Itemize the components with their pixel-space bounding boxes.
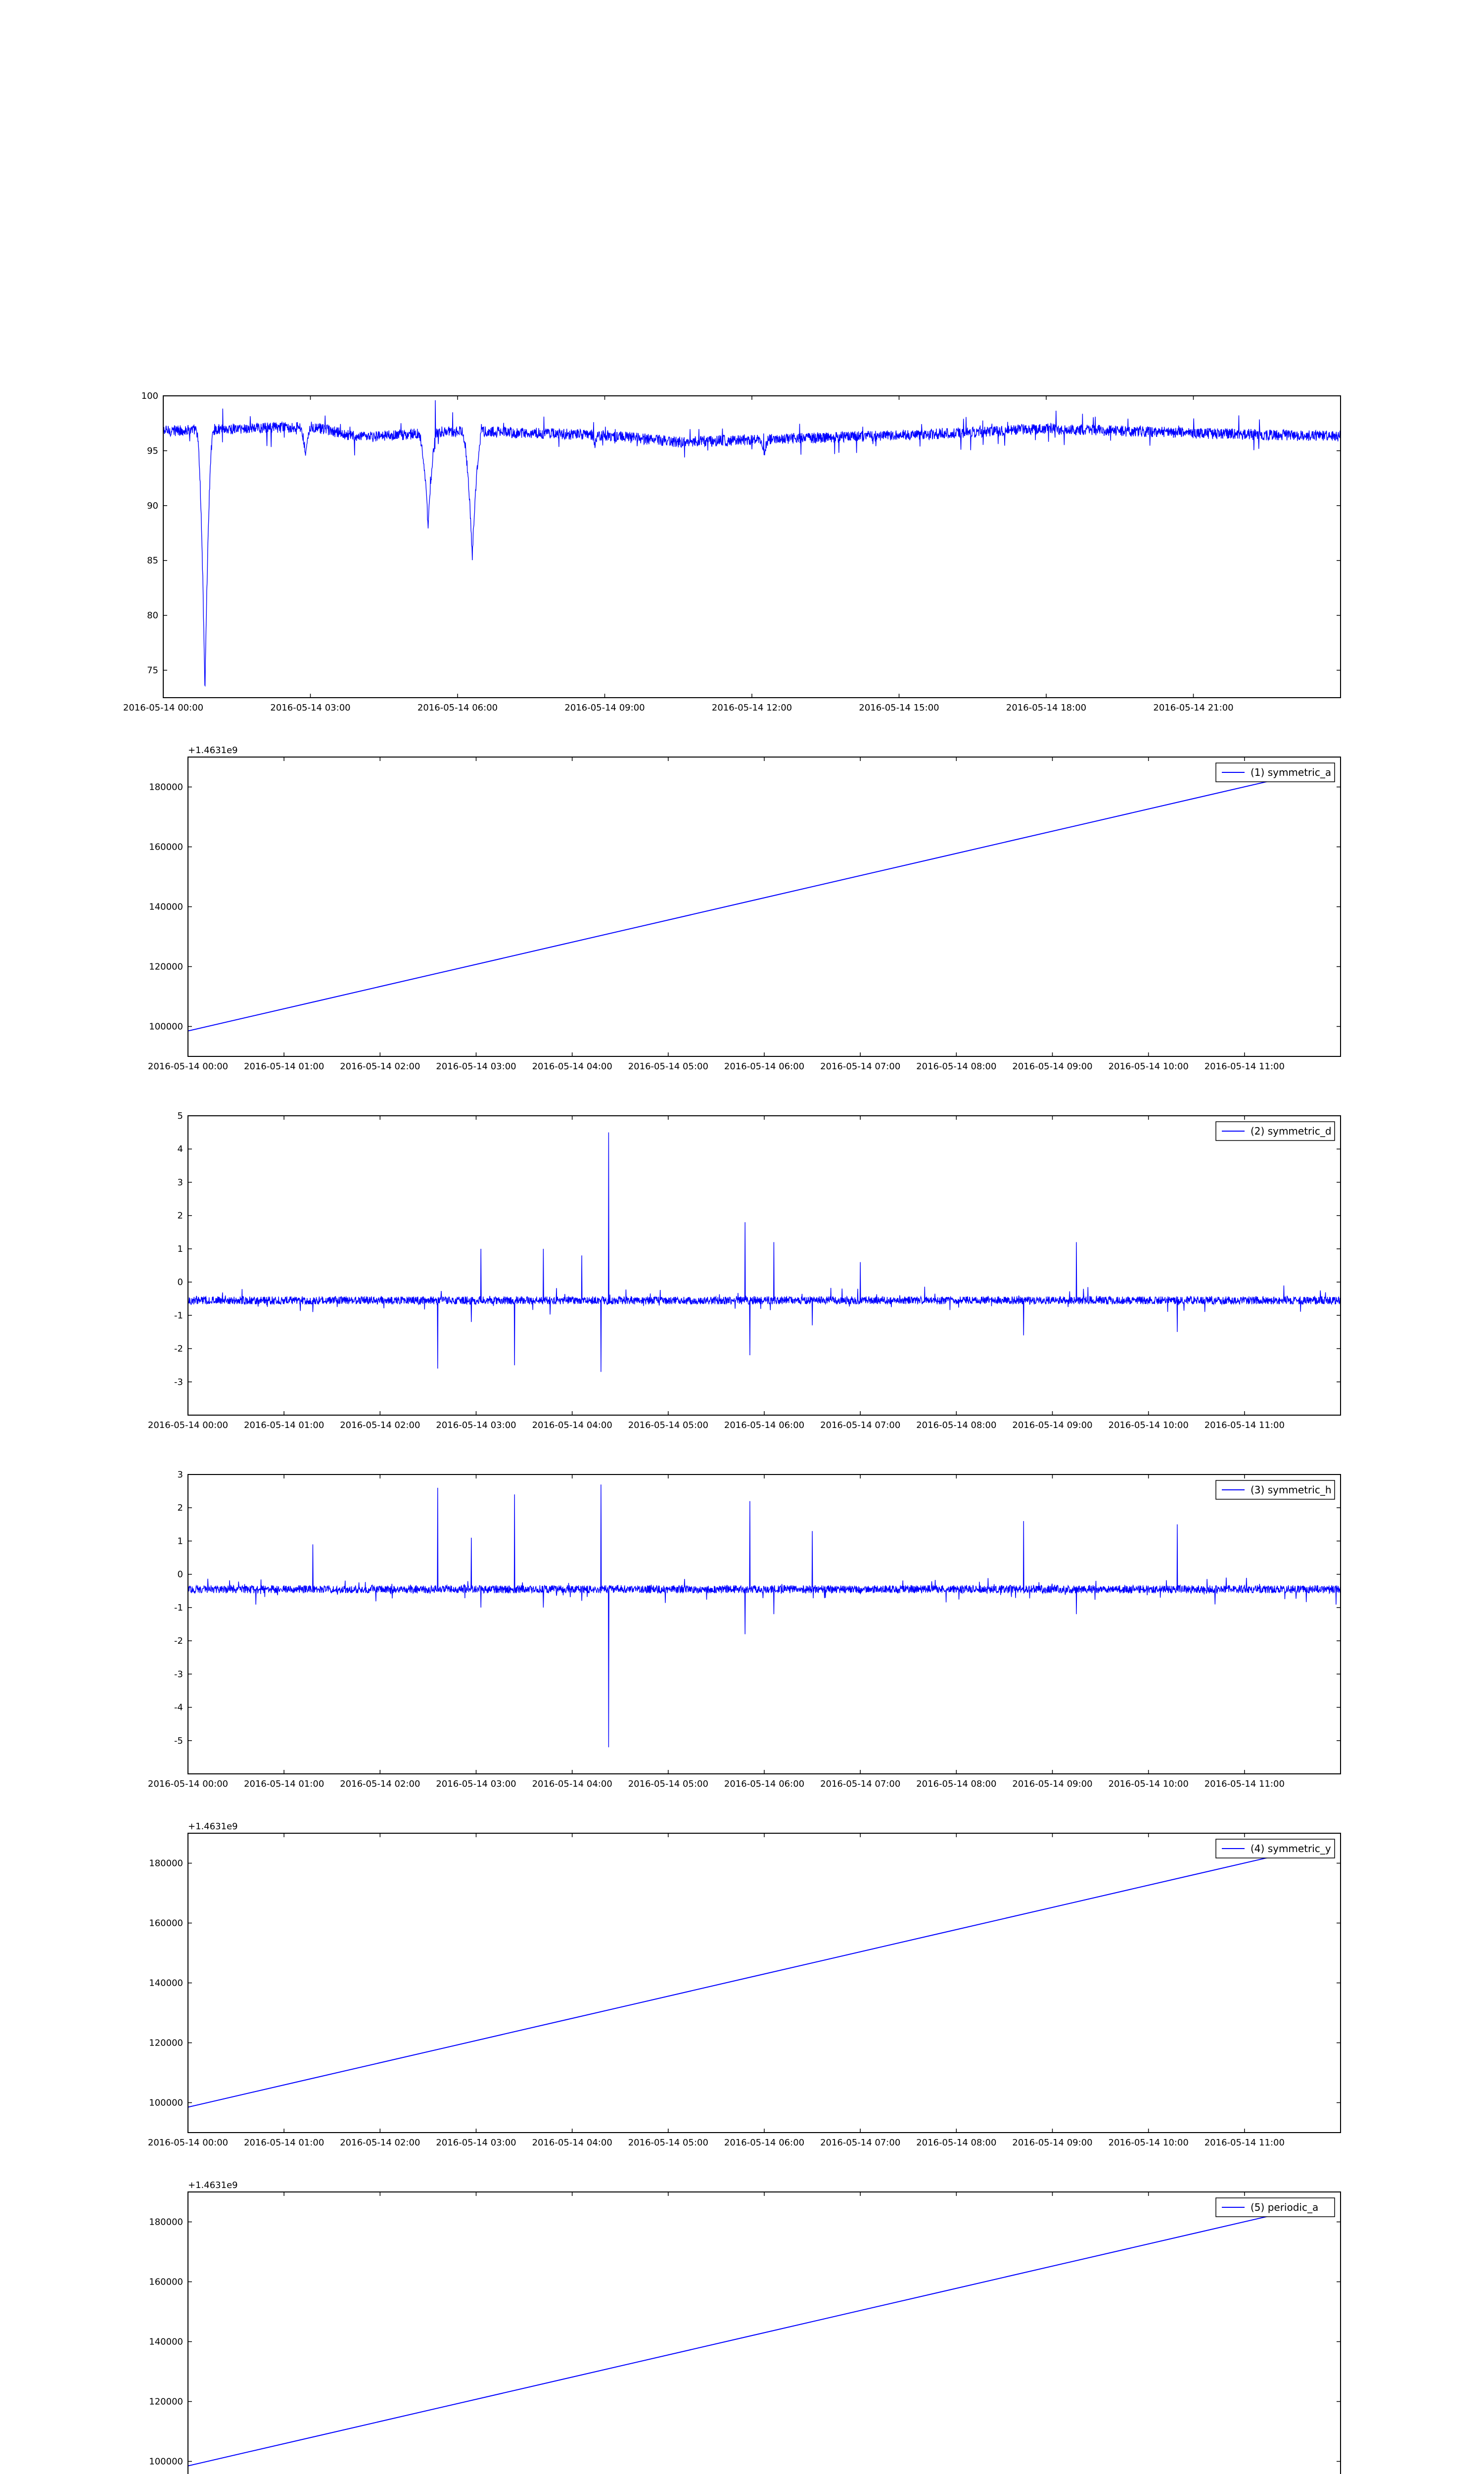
x-tick-label: 2016-05-14 09:00: [1012, 2138, 1093, 2148]
x-tick-label: 2016-05-14 07:00: [820, 1420, 901, 1430]
y-tick-label: 4: [177, 1144, 183, 1155]
x-tick-label: 2016-05-14 08:00: [916, 1061, 997, 1072]
x-tick-label: 2016-05-14 21:00: [1153, 703, 1234, 713]
y-tick-label: 100000: [149, 2097, 183, 2108]
series-line-3-1: [188, 1133, 1341, 1372]
y-tick-label: 0: [177, 1277, 183, 1288]
x-tick-label: 2016-05-14 11:00: [1204, 1779, 1285, 1789]
x-tick-label: 2016-05-14 01:00: [244, 1061, 325, 1072]
x-tick-label: 2016-05-14 07:00: [820, 2138, 901, 2148]
legend-label: (5) periodic_a: [1251, 2201, 1319, 2213]
y-offset-label: +1.4631e9: [188, 1821, 238, 1832]
series-line-5-1: [188, 1850, 1302, 2107]
x-tick-label: 2016-05-14 09:00: [1012, 1779, 1093, 1789]
y-tick-label: -3: [174, 1669, 183, 1680]
chart-panel-1: [0, 376, 1484, 732]
legend-label: (3) symmetric_h: [1251, 1484, 1332, 1496]
y-tick-label: -1: [174, 1602, 183, 1613]
x-tick-label: 2016-05-14 04:00: [532, 1420, 612, 1430]
x-tick-label: 2016-05-14 03:00: [436, 1420, 516, 1430]
y-tick-label: 160000: [149, 842, 183, 853]
y-tick-label: 2: [177, 1210, 183, 1221]
y-tick-label: 3: [177, 1470, 183, 1480]
x-tick-label: 2016-05-14 11:00: [1204, 1061, 1285, 1072]
x-tick-label: 2016-05-14 05:00: [628, 1061, 708, 1072]
x-tick-label: 2016-05-14 08:00: [916, 2138, 997, 2148]
chart-panel-4: [0, 1455, 1484, 1808]
x-tick-label: 2016-05-14 02:00: [340, 1779, 420, 1789]
y-tick-label: 3: [177, 1177, 183, 1188]
x-tick-label: 2016-05-14 06:00: [724, 1779, 805, 1789]
y-tick-label: 1: [177, 1536, 183, 1547]
x-tick-label: 2016-05-14 12:00: [711, 703, 792, 713]
legend: [1216, 1122, 1335, 1141]
y-tick-label: 100000: [149, 2456, 183, 2467]
y-tick-label: 140000: [149, 902, 183, 912]
x-tick-label: 2016-05-14 06:00: [417, 703, 498, 713]
legend-label: (4) symmetric_y: [1251, 1843, 1331, 1855]
x-tick-label: 2016-05-14 10:00: [1108, 2138, 1189, 2148]
x-tick-label: 2016-05-14 18:00: [1006, 703, 1087, 713]
y-tick-label: 180000: [149, 1858, 183, 1869]
y-tick-label: -1: [174, 1310, 183, 1321]
x-tick-label: 2016-05-14 07:00: [820, 1061, 901, 1072]
x-tick-label: 2016-05-14 00:00: [147, 1420, 229, 1430]
x-tick-label: 2016-05-14 06:00: [724, 1061, 805, 1072]
x-tick-label: 2016-05-14 01:00: [244, 1779, 325, 1789]
x-tick-label: 2016-05-14 04:00: [532, 1061, 612, 1072]
series-line-2-1: [188, 773, 1302, 1031]
series-line-1-1: [163, 400, 1341, 686]
x-tick-label: 2016-05-14 00:00: [147, 2138, 229, 2148]
y-tick-label: 2: [177, 1503, 183, 1514]
series-line-4-1: [188, 1484, 1341, 1747]
x-tick-label: 2016-05-14 03:00: [436, 2138, 516, 2148]
y-tick-label: 100000: [149, 1021, 183, 1032]
legend: [1216, 2198, 1335, 2217]
y-tick-label: 140000: [149, 1978, 183, 1989]
y-tick-label: 120000: [149, 2038, 183, 2048]
x-tick-label: 2016-05-14 10:00: [1108, 1779, 1189, 1789]
x-tick-label: 2016-05-14 00:00: [147, 1779, 229, 1789]
x-tick-label: 2016-05-14 09:00: [1012, 1420, 1093, 1430]
y-tick-label: -4: [174, 1702, 183, 1713]
y-tick-label: 160000: [149, 1918, 183, 1929]
x-tick-label: 2016-05-14 11:00: [1204, 2138, 1285, 2148]
x-tick-label: 2016-05-14 02:00: [340, 2138, 420, 2148]
axes-frame: [188, 757, 1341, 1056]
legend-label: (1) symmetric_a: [1251, 766, 1332, 778]
y-tick-label: 85: [147, 555, 158, 566]
x-tick-label: 2016-05-14 15:00: [859, 703, 939, 713]
x-tick-label: 2016-05-14 10:00: [1108, 1420, 1189, 1430]
y-tick-label: 80: [147, 610, 158, 621]
legend: [1216, 1480, 1335, 1499]
y-tick-label: 180000: [149, 2217, 183, 2228]
x-tick-label: 2016-05-14 01:00: [244, 1420, 325, 1430]
x-tick-label: 2016-05-14 08:00: [916, 1779, 997, 1789]
x-tick-label: 2016-05-14 03:00: [270, 703, 351, 713]
series-line-6-1: [188, 2208, 1302, 2466]
y-offset-label: +1.4631e9: [188, 745, 238, 756]
y-tick-label: -3: [174, 1377, 183, 1387]
x-tick-label: 2016-05-14 00:00: [147, 1061, 229, 1072]
y-tick-label: -2: [174, 1636, 183, 1647]
x-tick-label: 2016-05-14 04:00: [532, 1779, 612, 1789]
x-tick-label: 2016-05-14 02:00: [340, 1061, 420, 1072]
x-tick-label: 2016-05-14 08:00: [916, 1420, 997, 1430]
x-tick-label: 2016-05-14 05:00: [628, 2138, 708, 2148]
y-tick-label: 5: [177, 1111, 183, 1121]
x-tick-label: 2016-05-14 03:00: [436, 1061, 516, 1072]
x-tick-label: 2016-05-14 07:00: [820, 1779, 901, 1789]
axes-frame: [188, 1116, 1341, 1415]
x-tick-label: 2016-05-14 11:00: [1204, 1420, 1285, 1430]
x-tick-label: 2016-05-14 02:00: [340, 1420, 420, 1430]
y-tick-label: 0: [177, 1569, 183, 1580]
y-tick-label: -2: [174, 1343, 183, 1354]
legend: [1216, 763, 1335, 782]
y-tick-label: 1: [177, 1243, 183, 1254]
y-tick-label: 75: [147, 665, 158, 676]
y-tick-label: 120000: [149, 961, 183, 972]
y-tick-label: 120000: [149, 2396, 183, 2407]
y-tick-label: 160000: [149, 2277, 183, 2287]
x-tick-label: 2016-05-14 03:00: [436, 1779, 516, 1789]
x-tick-label: 2016-05-14 10:00: [1108, 1061, 1189, 1072]
x-tick-label: 2016-05-14 09:00: [1012, 1061, 1093, 1072]
chart-panel-2: [0, 737, 1484, 1091]
x-tick-label: 2016-05-14 00:00: [123, 703, 204, 713]
y-tick-label: 95: [147, 445, 158, 456]
chart-panel-6: [0, 2172, 1484, 2474]
legend: [1216, 1839, 1335, 1858]
legend-label: (2) symmetric_d: [1251, 1125, 1332, 1137]
axes-frame: [188, 1475, 1341, 1774]
y-tick-label: 90: [147, 500, 158, 511]
chart-panel-3: [0, 1096, 1484, 1450]
x-tick-label: 2016-05-14 04:00: [532, 2138, 612, 2148]
y-tick-label: 180000: [149, 782, 183, 793]
axes-frame: [188, 1833, 1341, 2133]
x-tick-label: 2016-05-14 06:00: [724, 2138, 805, 2148]
y-tick-label: 100: [141, 391, 158, 401]
x-tick-label: 2016-05-14 09:00: [564, 703, 645, 713]
y-tick-label: -5: [174, 1735, 183, 1746]
x-tick-label: 2016-05-14 05:00: [628, 1420, 708, 1430]
x-tick-label: 2016-05-14 06:00: [724, 1420, 805, 1430]
chart-panel-5: [0, 1813, 1484, 2167]
x-tick-label: 2016-05-14 05:00: [628, 1779, 708, 1789]
x-tick-label: 2016-05-14 01:00: [244, 2138, 325, 2148]
y-offset-label: +1.4631e9: [188, 2180, 238, 2190]
y-tick-label: 140000: [149, 2336, 183, 2347]
